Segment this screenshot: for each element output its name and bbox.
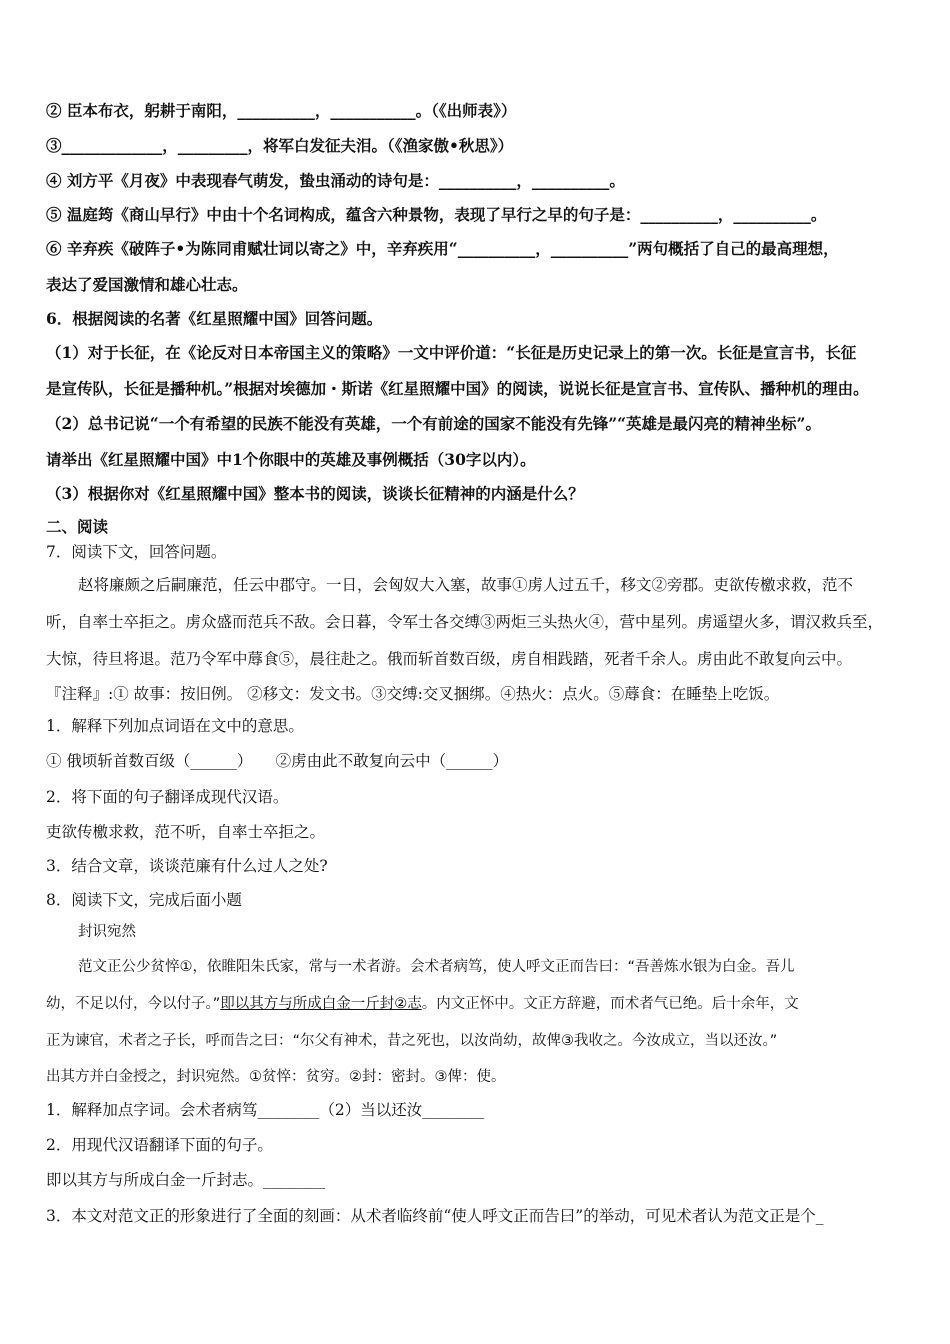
question-8-2: 2．用现代汉语翻译下面的句子。 (46, 1136, 273, 1154)
question-6-part-2: （2）总书记说“一个有希望的民族不能没有英雄，一个有前途的国家不能没有先锋”“英雄是最闪亮的精神坐标”。 (46, 414, 821, 433)
question-8-title: 8．阅读下文，完成后面小题 (46, 891, 242, 909)
passage-8-line-2-a: 幼，不足以付，今以付子。” (46, 996, 221, 1012)
question-8-2-sentence: 即以其方与所成白金一斤封志。________ (46, 1171, 326, 1189)
passage-7-notes: 『注释』:① 故事：按旧例。 ②移文：发文书。③交缚:交叉捆绑。④热火：点火。⑤蓐食：在睡垫上吃饭。 (46, 685, 780, 703)
passage-8-line-2 (46, 993, 916, 1015)
passage-7-line-1: 赵将廉颇之后嗣廉范，任云中郡守。一日，会匈奴大入塞，故事①虏人过五千，移文②旁郡。吏欲传檄求救，范不 (78, 576, 854, 594)
underlined-sentence: 即以其方与所成白金一斤封②志 (220, 996, 422, 1012)
passage-8-line-1: 范文正公少贫悴①，依睢阳朱氏家，常与一术者游。会术者病笃，使人呼文正而告曰：“吾善炼水银为白金。吾儿 (78, 959, 795, 975)
fill-blank-6: ⑥ 辛弃疾《破阵子•为陈同甫赋壮词以寄之》中，辛弃疾用“__________，__________”两句概括了自己的最高理想， (46, 239, 839, 258)
fill-blank-5: ⑤ 温庭筠《商山早行》中由十个名词构成，蕴含六种景物，表现了早行之早的句子是：__________，__________。 (46, 205, 827, 224)
fill-blank-4: ④ 刘方平《月夜》中表现春气萌发，蛰虫涌动的诗句是：__________，__________。 (46, 171, 625, 190)
fill-blank-6-cont: 表达了爱国激情和雄心壮志。 (46, 275, 248, 294)
section-heading-reading: 二、阅读 (46, 517, 109, 536)
question-8-1: 1．解释加点字词。会术者病笃________（2）当以还汝________ (46, 1101, 485, 1119)
question-6-part-1-cont: 是宣传队，长征是播种机。”根据对埃德加・斯诺《红星照耀中国》的阅读，说说长征是宣言书、宣传队、播种机的理由。 (46, 379, 869, 398)
question-6-part-3: （3）根据你对《红星照耀中国》整本书的阅读，谈谈长征精神的内涵是什么？ (46, 484, 584, 503)
question-6-part-1: （1）对于长征，在《论反对日本帝国主义的策略》一文中评价道：“长征是历史记录上的第一次。长征是宣言书，长征 (46, 343, 857, 362)
question-7-2-sentence: 吏欲传檄求救，范不听，自率士卒拒之。 (46, 823, 326, 841)
passage-8-line-4: 出其方并白金授之，封识宛然。①贫悴：贫穷。②封：密封。③俾：使。 (46, 1069, 506, 1085)
passage-8-line-2-b: 。内文正怀中。文正方辞避，而术者气已绝。后十余年，文 (421, 996, 799, 1012)
passage-7-line-2: 听，自率士卒拒之。虏众盛而范兵不敌。会日暮，令军士各交缚③两炬三头热火④，营中星列。虏遥望火多，谓汉救兵至， (46, 613, 884, 631)
question-6-title: 6．根据阅读的名著《红星照耀中国》回答问题。 (46, 309, 383, 328)
question-7-title: 7．阅读下文，回答问题。 (46, 543, 227, 561)
question-7-1: 1．解释下列加点词语在文中的意思。 (46, 717, 304, 735)
question-7-3: 3．结合文章，谈谈范廉有什么过人之处? (46, 857, 328, 875)
question-8-3: 3．本文对范文正的形象进行了全面的刻画：从术者临终前“使人呼文正而告曰”的举动，可见术者认为范文正是个_ (46, 1207, 824, 1225)
question-7-1-items: ① 俄顷斩首数百级（______） ②虏由此不敢复向云中（______） (46, 752, 509, 770)
fill-blank-2: ② 臣本布衣，躬耕于南阳，__________，___________。（《出师表》） (46, 101, 517, 120)
fill-blank-3: ③_____________，_________，将军白发征夫泪。（《渔家傲•秋思》） (46, 136, 514, 155)
question-7-2: 2．将下面的句子翻译成现代汉语。 (46, 788, 289, 806)
passage-7-line-3: 大惊，待旦将退。范乃令军中蓐食⑤，晨往赴之。俄而斩首数百级，虏自相践踏，死者千余人。虏由此不敢复向云中。 (46, 650, 853, 668)
passage-8-line-3: 正为谏官，术者之子长，呼而告之曰：“尔父有神术，昔之死也，以汝尚幼，故俾③我收之。今汝成立，当以还汝。” (46, 1033, 778, 1049)
question-6-part-2-cont: 请举出《红星照耀中国》中1个你眼中的英雄及事例概括（30字以内）。 (46, 450, 536, 469)
passage-8-title: 封识宛然 (78, 924, 136, 940)
